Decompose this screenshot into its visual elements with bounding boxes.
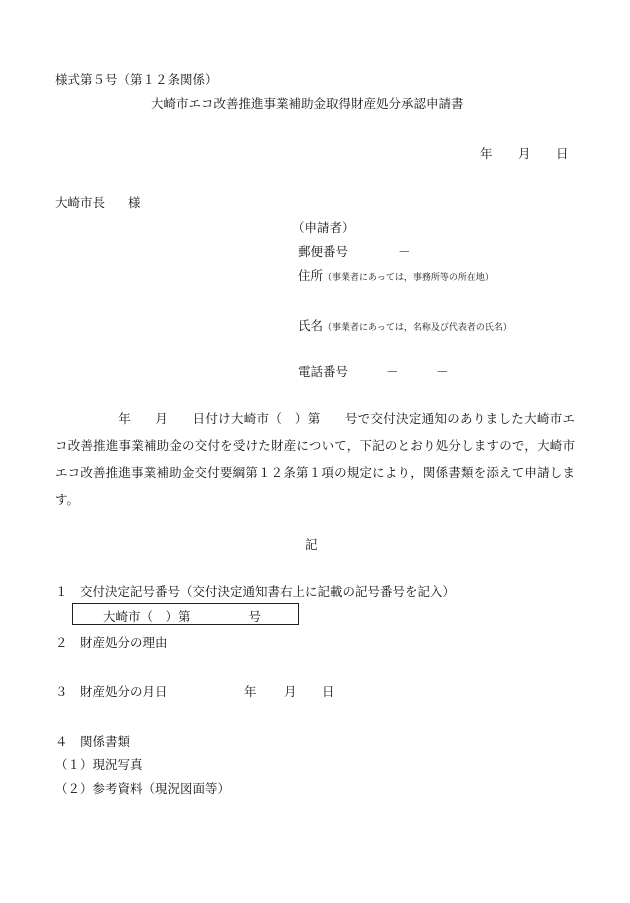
decision-number-content	[103, 607, 261, 625]
date-month-label: 月	[518, 146, 531, 161]
item-3-day: 日	[322, 684, 335, 699]
statement-year: 年	[118, 411, 132, 426]
postal-code-dash: －	[398, 244, 411, 259]
date-day-label: 日	[556, 146, 569, 161]
addressee-honorific: 様	[128, 195, 141, 210]
item-2-label: ２ 財産処分の理由	[55, 635, 168, 650]
item-4-label: ４ 関係書類	[55, 734, 131, 749]
name-note: （事業者にあっては，名称及び代表者の氏名）	[323, 323, 512, 333]
statement-month: 月	[155, 411, 169, 426]
application-statement	[55, 405, 575, 513]
address-row	[298, 268, 494, 284]
phone-dash-2: －	[436, 364, 449, 379]
decision-number-box	[72, 603, 299, 625]
item-4-sub-1: （１）現況写真	[55, 757, 143, 772]
name-label: 氏名	[298, 318, 324, 333]
phone-label: 電話番号	[298, 364, 349, 379]
decision-number-prefix: 大崎市（ ）第	[103, 609, 191, 624]
item-4-sub-2: （２）参考資料（現況図面等）	[55, 781, 231, 796]
addressee-name: 大崎市長	[55, 195, 106, 210]
ki-heading: 記	[305, 537, 318, 552]
form-number: 様式第５号（第１２条関係）	[55, 72, 218, 87]
decision-number-suffix: 号	[248, 609, 262, 624]
date-year-label: 年	[480, 146, 493, 161]
item-3-month: 月	[284, 684, 297, 699]
item-3-label: ３ 財産処分の月日	[55, 684, 168, 699]
postal-code-label: 郵便番号	[298, 244, 349, 259]
address-label: 住所	[298, 268, 324, 283]
item-1-label: １ 交付決定記号番号（交付決定通知書右上に記載の記号番号を記入）	[55, 584, 456, 599]
item-3-year: 年	[244, 684, 257, 699]
document-title: 大崎市エコ改善推進事業補助金取得財産処分承認申請書	[151, 96, 464, 111]
statement-date-reference: 日付け大崎市（ ）第	[192, 411, 321, 426]
name-row	[298, 318, 512, 334]
applicant-heading: （申請者）	[292, 220, 355, 235]
phone-dash-1: －	[386, 364, 399, 379]
address-note: （事業者にあっては，事務所等の所在地）	[323, 273, 494, 283]
statement-text: 号で交付決定通知のありました大崎市エコ改善推進事業補助金の交付を受けた財産について，下記のとおり処分しますので，大崎市エコ改善推進事業補助金交付要綱第１２条第１項の規定により，関係書類を添えて申請します。	[55, 411, 575, 507]
